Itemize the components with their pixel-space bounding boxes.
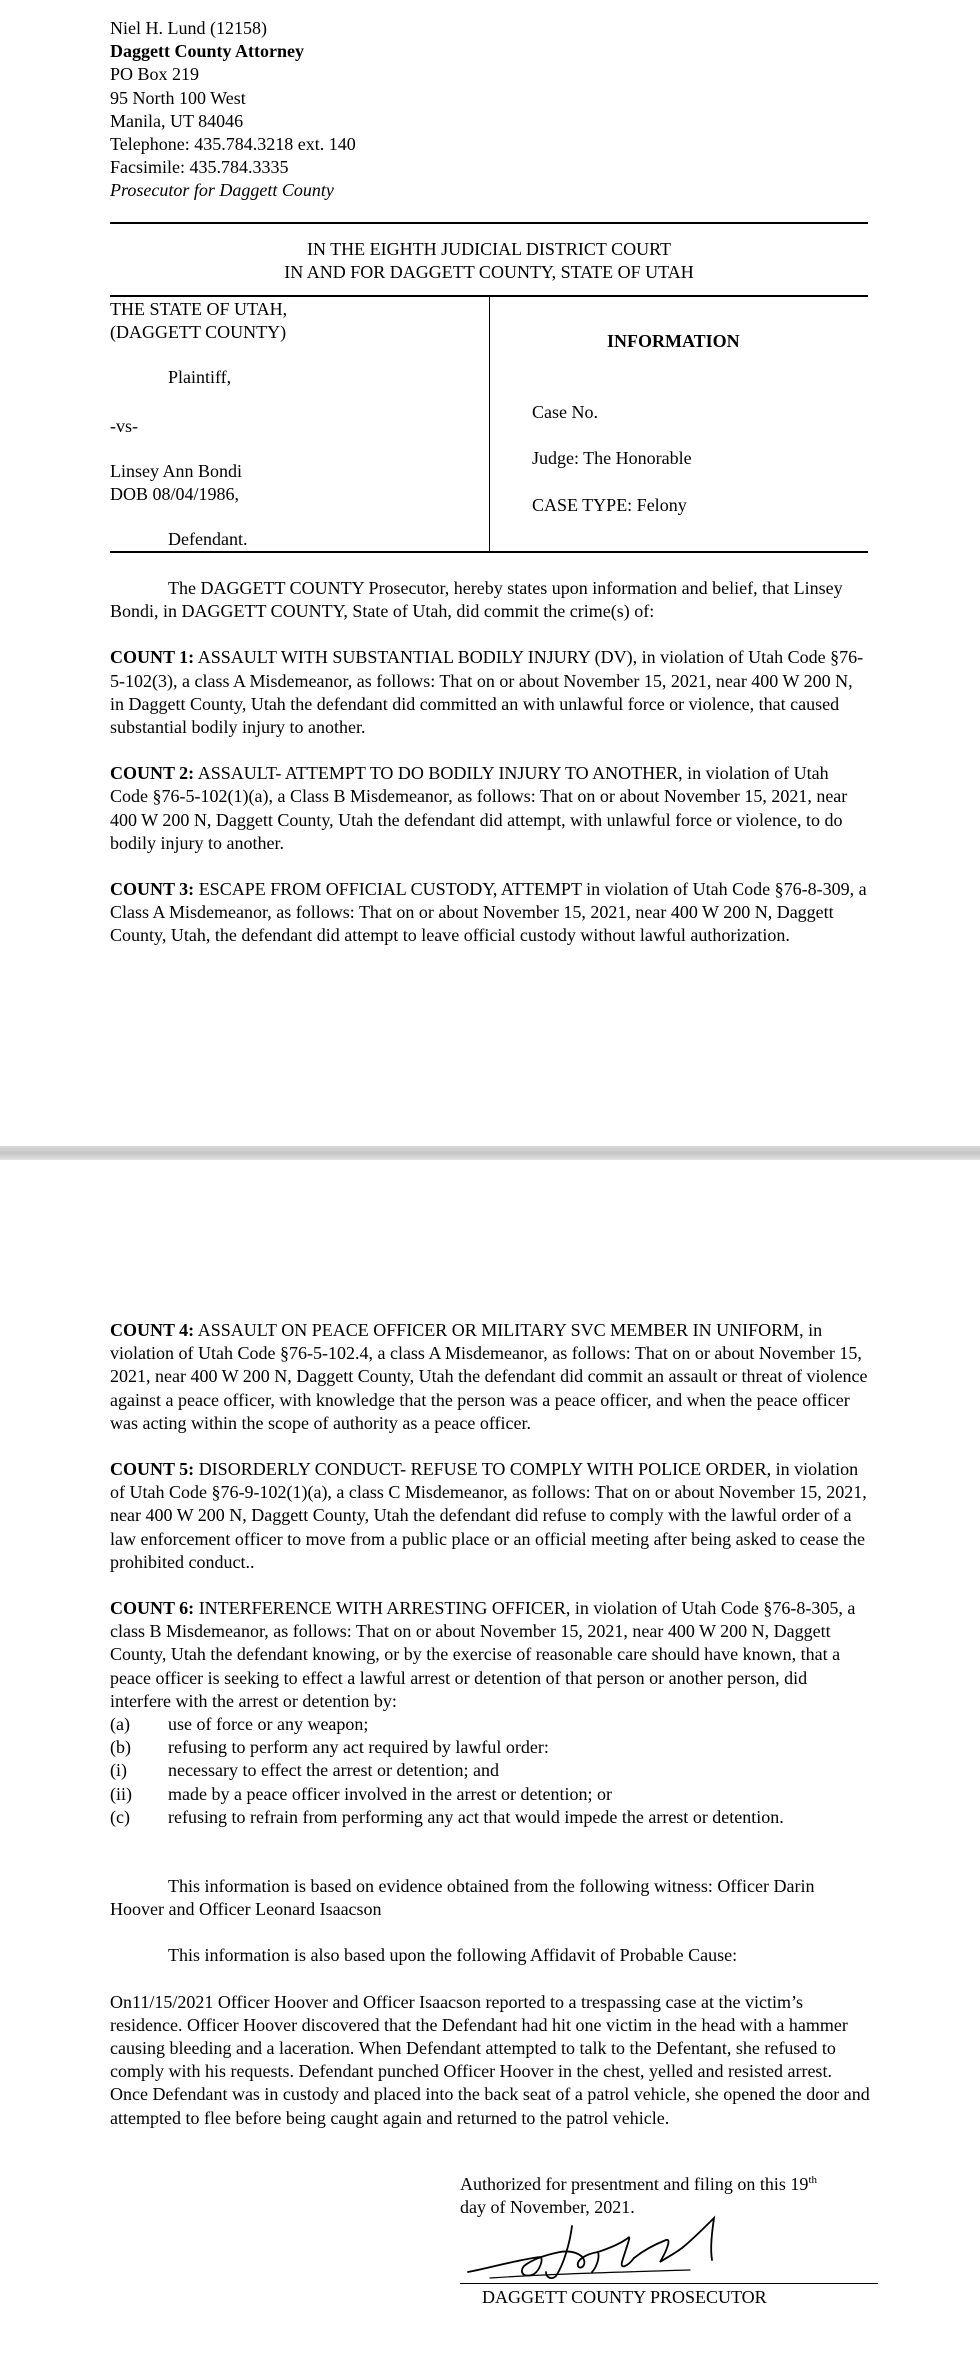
count-5 xyxy=(110,1458,870,1574)
header-divider xyxy=(110,222,868,224)
count-2 xyxy=(110,762,870,855)
count-text: ASSAULT WITH SUBSTANTIAL BODILY INJURY (DV), in violation of Utah Code §76-5-102(3), a class A Misdemeanor, as follows: That on or about November 15, 2021, near 400 W 200 N, in Daggett County, Utah the defendant did committed an with unlawful force or violence, that caused substantial bodily injury to another. xyxy=(110,647,864,738)
authorization-text: Authorized for presentment and filing on this 19 xyxy=(460,2174,809,2194)
attorney-office: Daggett County Attorney xyxy=(110,41,304,62)
address-line: PO Box 219 xyxy=(110,64,200,85)
count-label: COUNT 6: xyxy=(110,1598,195,1619)
count-label: COUNT 5: xyxy=(110,1459,195,1480)
list-marker: (i) xyxy=(110,1760,127,1781)
count-label: COUNT 1: xyxy=(110,647,195,668)
authorization-line-2: day of November, 2021. xyxy=(460,2197,635,2218)
signature-label: DAGGETT COUNTY PROSECUTOR xyxy=(482,2287,767,2307)
intro-paragraph: The DAGGETT COUNTY Prosecutor, hereby states upon information and belief, that Linsey Bondi, in DAGGETT COUNTY, State of Utah, did commit the crime(s) of: xyxy=(110,578,843,622)
caption-bottom-rule xyxy=(110,551,868,553)
authorization-block xyxy=(460,2173,880,2219)
count-text: ASSAULT ON PEACE OFFICER OR MILITARY SVC MEMBER IN UNIFORM, in violation of Utah Code §76-5-102.4, a class A Misdemeanor, as follows: That on or about November 15, 2021, near 400 W 200 N, Daggett County, Utah the defendant did commit an assault or threat of violence against a peace officer, with knowledge that the person was a peace officer, and when the peace officer was acting within the scope of authority as a peace officer. xyxy=(110,1320,868,1433)
judge-field: Judge: The Honorable xyxy=(532,448,692,468)
prosecutor-signature xyxy=(460,2214,760,2286)
count-label: COUNT 4: xyxy=(110,1320,195,1340)
list-item xyxy=(110,1806,870,1829)
plaintiff-label: Plaintiff, xyxy=(168,367,232,387)
count-3 xyxy=(110,878,870,948)
count-text: ASSAULT- ATTEMPT TO DO BODILY INJURY TO ANOTHER, in violation of Utah Code §76-5-102(1)(a), a Class B Misdemeanor, as follows: That on or about November 15, 2021, near 400 W 200 N, Daggett County, Utah the defendant did attempt, with unlawful force or violence, to do bodily injury to another. xyxy=(110,763,848,853)
page-separator xyxy=(0,1146,980,1160)
document-page-2 xyxy=(0,1160,980,2358)
document-title: INFORMATION xyxy=(607,331,740,351)
defendant-label: Defendant. xyxy=(168,529,248,549)
list-text: necessary to effect the arrest or detention; and xyxy=(168,1760,500,1781)
affidavit-text: On11/15/2021 Officer Hoover and Officer Isaacson reported to a trespassing case at the victim’s residence. Officer Hoover discovered that the Defendant had hit one victim in the head with a hammer causing bleeding and a laceration. When Defendant attempted to talk to the Defentant, she refused to comply with his requests. Defendant punched Officer Hoover in the chest, yelled and resisted arrest. Once Defendant was in custody and placed into the back seat of a patrol vehicle, she opened the door and attempted to flee before being caught again and returned to the patrol vehicle. xyxy=(110,1991,870,2128)
attorney-role: Prosecutor for Daggett County xyxy=(110,180,334,201)
authorization-line-1 xyxy=(460,2173,880,2196)
facsimile: Facsimile: 435.784.3335 xyxy=(110,157,289,178)
address-line: Manila, UT 84046 xyxy=(110,110,244,131)
list-item xyxy=(110,1736,870,1759)
case-number: Case No. xyxy=(532,402,598,422)
page1-body xyxy=(110,577,870,948)
witness-paragraph: This information is based on evidence obtained from the following witness: Officer Darin Hoover and Officer Leonard Isaacson xyxy=(110,1876,815,1920)
court-title xyxy=(110,238,868,284)
list-text: use of force or any weapon; xyxy=(168,1714,369,1735)
party-state: THE STATE OF UTAH, xyxy=(110,299,288,319)
list-marker: (b) xyxy=(110,1737,131,1758)
versus-label: -vs- xyxy=(110,416,138,436)
court-line-1: IN THE EIGHTH JUDICIAL DISTRICT COURT xyxy=(306,239,672,259)
list-item xyxy=(110,1783,870,1806)
defendant-name: Linsey Ann Bondi xyxy=(110,461,243,481)
count-label: COUNT 2: xyxy=(110,763,195,784)
count-label: COUNT 3: xyxy=(110,879,195,900)
list-marker: (a) xyxy=(110,1714,130,1735)
caption-divider xyxy=(489,297,490,551)
list-marker: (c) xyxy=(110,1806,130,1827)
count-text: ESCAPE FROM OFFICIAL CUSTODY, ATTEMPT in violation of Utah Code §76-8-309, a Class A Misdemeanor, as follows: That on or about November 15, 2021, near 400 W 200 N, Daggett County, Utah, the defendant did attempt to leave official custody without lawful authorization. xyxy=(110,879,867,946)
attorney-name: Niel H. Lund (12158) xyxy=(110,18,267,38)
count-text: DISORDERLY CONDUCT- REFUSE TO COMPLY WITH POLICE ORDER, in violation of Utah Code §76-9-102(1)(a), a class C Misdemeanor, as follows: That on or about November 15, 2021, near 400 W 200 N, Daggett County, Utah the defendant did refuse to comply with the lawful order of a law enforcement officer to move from a public place or an official meeting after being asked to cease the prohibited conduct.. xyxy=(110,1459,867,1572)
count-text: INTERFERENCE WITH ARRESTING OFFICER, in violation of Utah Code §76-8-305, a class B Misdemeanor, as follows: That on or about November 15, 2021, near 400 W 200 N, Daggett County, Utah the defendant knowing, or by the exercise of reasonable care should have known, that a peace officer is seeking to effect a lawful arrest or detention of that person or another person, did interfere with the arrest or detention by: xyxy=(110,1598,856,1711)
affidavit-intro: This information is also based upon the following Affidavit of Probable Cause: xyxy=(168,1945,738,1966)
address-line: 95 North 100 West xyxy=(110,87,246,108)
list-item xyxy=(110,1713,870,1736)
count-4 xyxy=(110,1319,870,1435)
signature-line xyxy=(460,2283,878,2284)
count-1 xyxy=(110,646,870,739)
list-text: refusing to refrain from performing any act that would impede the arrest or detention. xyxy=(168,1806,784,1827)
count-6-list xyxy=(110,1713,870,1829)
defendant-dob: DOB 08/04/1986, xyxy=(110,484,240,504)
attorney-header xyxy=(110,17,356,203)
list-text: refusing to perform any act required by lawful order: xyxy=(168,1737,549,1758)
court-line-2: IN AND FOR DAGGETT COUNTY, STATE OF UTAH xyxy=(284,262,694,283)
count-6 xyxy=(110,1597,870,1713)
document-page-1 xyxy=(0,0,980,1146)
list-text: made by a peace officer involved in the arrest or detention; or xyxy=(168,1783,612,1804)
list-item xyxy=(110,1759,870,1782)
party-county: (DAGGETT COUNTY) xyxy=(110,322,287,342)
telephone: Telephone: 435.784.3218 ext. 140 xyxy=(110,134,356,155)
case-type: CASE TYPE: Felony xyxy=(532,495,687,515)
page2-body xyxy=(110,1319,870,2130)
list-marker: (ii) xyxy=(110,1783,132,1804)
ordinal-suffix: th xyxy=(808,2174,817,2186)
